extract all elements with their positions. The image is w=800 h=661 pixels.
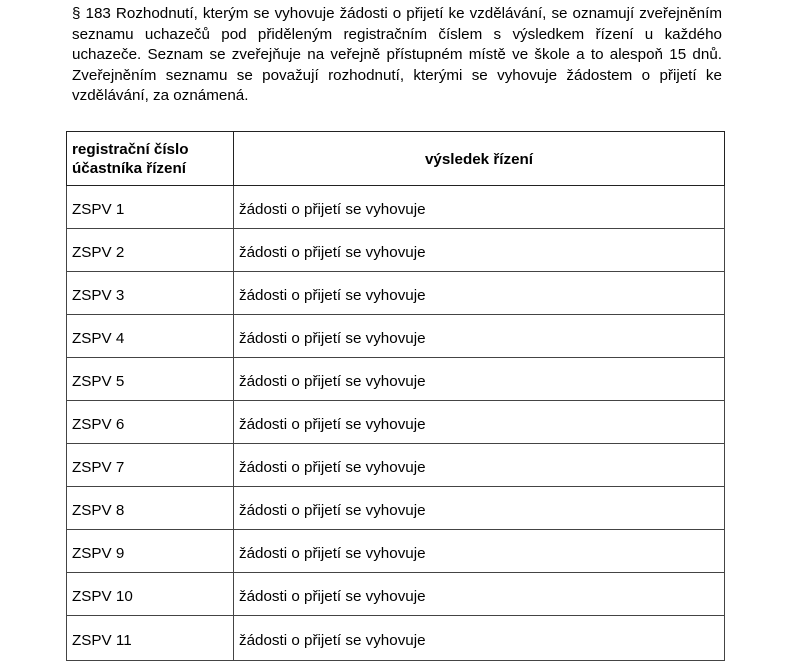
column-header-registration-number-line-2: účastníka řízení <box>72 160 186 177</box>
paragraph-line-5: přijetí ke vzdělávání, za oznámená. <box>72 66 722 104</box>
table-row <box>67 358 725 401</box>
result-cell: žádosti o přijetí se vyhovuje <box>234 573 725 616</box>
registration-number-cell: ZSPV 3 <box>67 272 234 315</box>
registration-number-cell: ZSPV 1 <box>67 186 234 229</box>
result-cell: žádosti o přijetí se vyhovuje <box>234 229 725 272</box>
paragraph-line-4: 15 dnů. Zveřejněním seznamu se považují rozhodnutí, kterými se vyhovuje žádostem o <box>72 46 722 84</box>
table-row <box>67 186 725 229</box>
column-header-registration-number-line-1: registrační číslo <box>72 141 189 158</box>
table-row <box>67 315 725 358</box>
paragraph-line-2: zveřejněním seznamu uchazečů pod přiděleným registračním číslem s výsledkem řízení u <box>72 5 722 43</box>
registration-number-cell: ZSPV 8 <box>67 487 234 530</box>
table-header-row <box>67 132 725 186</box>
result-cell: žádosti o přijetí se vyhovuje <box>234 186 725 229</box>
registration-number-cell: ZSPV 5 <box>67 358 234 401</box>
registration-number-cell: ZSPV 11 <box>67 616 234 661</box>
registration-number-cell: ZSPV 10 <box>67 573 234 616</box>
registration-number-cell: ZSPV 7 <box>67 444 234 487</box>
table-row <box>67 530 725 573</box>
registration-number-cell: ZSPV 2 <box>67 229 234 272</box>
result-cell: žádosti o přijetí se vyhovuje <box>234 272 725 315</box>
registration-number-cell: ZSPV 6 <box>67 401 234 444</box>
legal-paragraph <box>72 4 722 107</box>
registration-number-cell: ZSPV 4 <box>67 315 234 358</box>
column-header-result: výsledek řízení <box>234 132 725 186</box>
table-row <box>67 401 725 444</box>
result-cell: žádosti o přijetí se vyhovuje <box>234 401 725 444</box>
result-cell: žádosti o přijetí se vyhovuje <box>234 358 725 401</box>
table-row <box>67 229 725 272</box>
result-cell: žádosti o přijetí se vyhovuje <box>234 487 725 530</box>
table-row <box>67 487 725 530</box>
table-row <box>67 616 725 661</box>
table-row <box>67 573 725 616</box>
table-row <box>67 272 725 315</box>
result-cell: žádosti o přijetí se vyhovuje <box>234 616 725 661</box>
result-cell: žádosti o přijetí se vyhovuje <box>234 444 725 487</box>
result-cell: žádosti o přijetí se vyhovuje <box>234 530 725 573</box>
column-header-registration-number <box>67 132 234 186</box>
table-row <box>67 444 725 487</box>
results-table <box>66 131 725 661</box>
paragraph-line-1: § 183 Rozhodnutí, kterým se vyhovuje žádosti o přijetí ke vzdělávání, se oznamují <box>72 5 635 22</box>
result-cell: žádosti o přijetí se vyhovuje <box>234 315 725 358</box>
registration-number-cell: ZSPV 9 <box>67 530 234 573</box>
paragraph-line-3: každého uchazeče. Seznam se zveřejňuje na veřejně přístupném místě ve škole a to alespoň <box>72 25 722 63</box>
